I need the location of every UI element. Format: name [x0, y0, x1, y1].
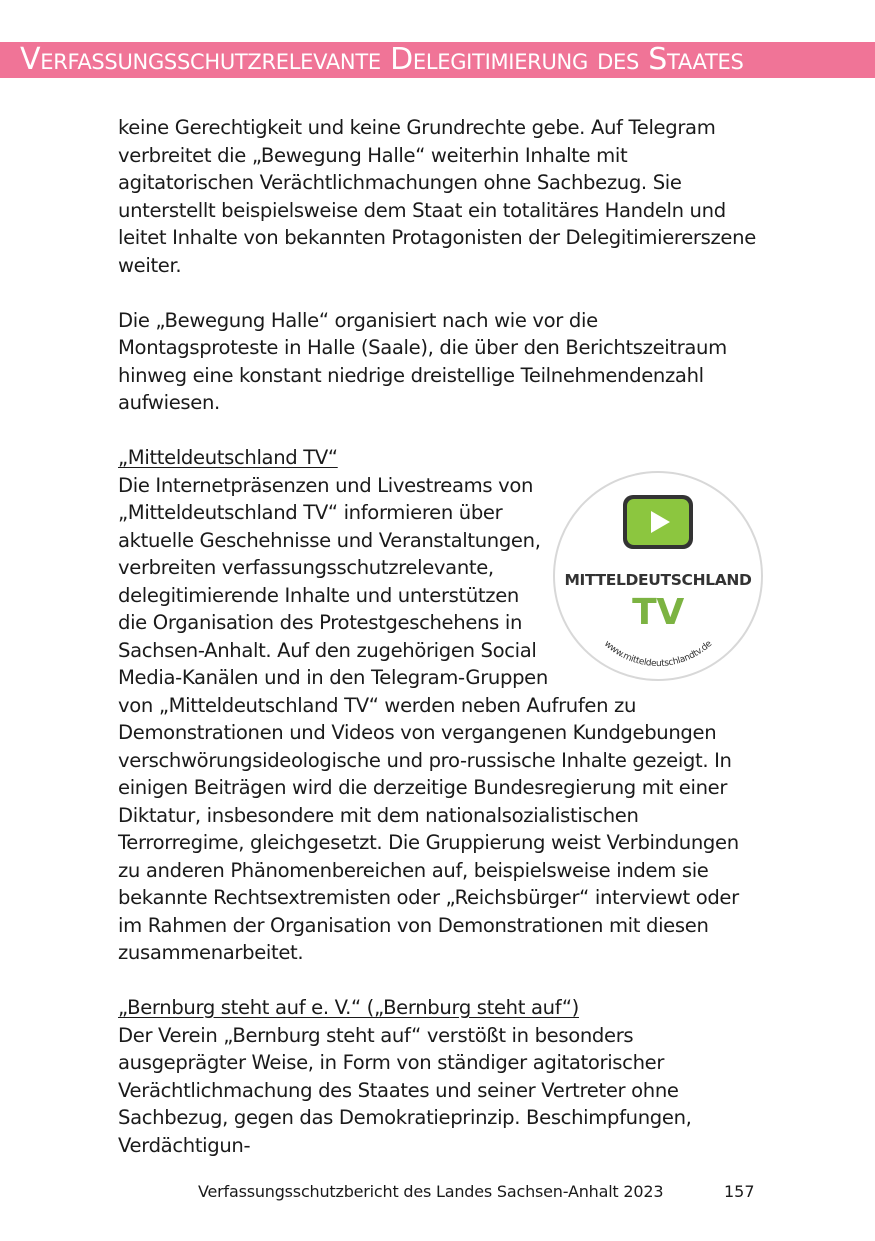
paragraph-1: keine Gerechtigkeit und keine Grundrechte gebe. Auf Telegram verbreitet die „Bewegung Halle“ weiterhin Inhalte mit agitatorischen Verächtlichmachungen ohne Sachbezug. Sie unterstellt beispielsweise dem Staat ein totalitäres Handeln und leitet Inhalte von bekannten Protagonisten der Delegitimiererszene weiter.	[118, 116, 756, 277]
header-title: Verfassungsschutzrelevante Delegitimierung des Staates	[20, 42, 744, 77]
page-number: 157	[724, 1182, 755, 1201]
section-heading-mitteldeutschland-tv: „Mitteldeutschland TV“	[118, 446, 338, 469]
logo-name-text: MITTELDEUTSCHLAND	[564, 570, 752, 589]
paragraph-2: Die „Bewegung Halle“ organisiert nach wie vor die Montagsproteste in Halle (Saale), die über den Berichtszeitraum hinweg eine konstant niedrige dreistellige Teilnehmendenzahl aufwiesen.	[118, 308, 727, 414]
footer-title: Verfassungsschutzbericht des Landes Sachsen-Anhalt 2023	[198, 1182, 664, 1201]
main-content	[118, 114, 760, 1159]
paragraph-4: Der Verein „Bernburg steht auf“ verstößt in besonders ausgeprägter Weise, in Form von ständiger agitatorischer Verächtlichmachung des Staates und seiner Vertreter ohne Sachbezug, gegen das Demokratieprinzip. Beschimpfungen, Verdächtigun-	[118, 1023, 692, 1157]
logo-url-text: www.mitteldeutschlandtv.de	[602, 638, 714, 669]
page-header	[0, 42, 875, 78]
logo-tv-text: TV	[632, 591, 684, 633]
mitteldeutschland-tv-logo	[550, 468, 766, 684]
paragraph-3: Die Internetpräsenzen und Livestreams von „Mitteldeutschland TV“ informieren über aktuelle Geschehnisse und Veranstaltungen, verbreiten verfassungsschutzrelevante, delegitimierende Inhalte und unterstützen die Organisation des Protestgeschehens in Sachsen-Anhalt. Auf den zugehörigen Social Media-Kanälen und in den Telegram-Gruppen von „Mitteldeutschland TV“ werden neben Aufrufen zu Demonstrationen und Videos von vergangenen Kundgebungen verschwörungsideologische und pro-russische Inhalte gezeigt. In einigen Beiträgen wird die derzeitige Bundesregierung mit einer Diktatur, insbesondere mit dem nationalsozialistischen Terrorregime, gleichgesetzt. Die Gruppierung weist Verbindungen zu anderen Phänomenbereichen auf, beispielsweise indem sie bekannte Rechtsextremisten oder „Reichsbürger“ interviewt oder im Rahmen der Organisation von Demonstrationen mit diesen zusammenarbeitet.	[118, 473, 739, 964]
logo-graphic	[550, 468, 766, 684]
section-heading-bernburg: „Bernburg steht auf e. V.“ („Bernburg steht auf“)	[118, 996, 579, 1019]
